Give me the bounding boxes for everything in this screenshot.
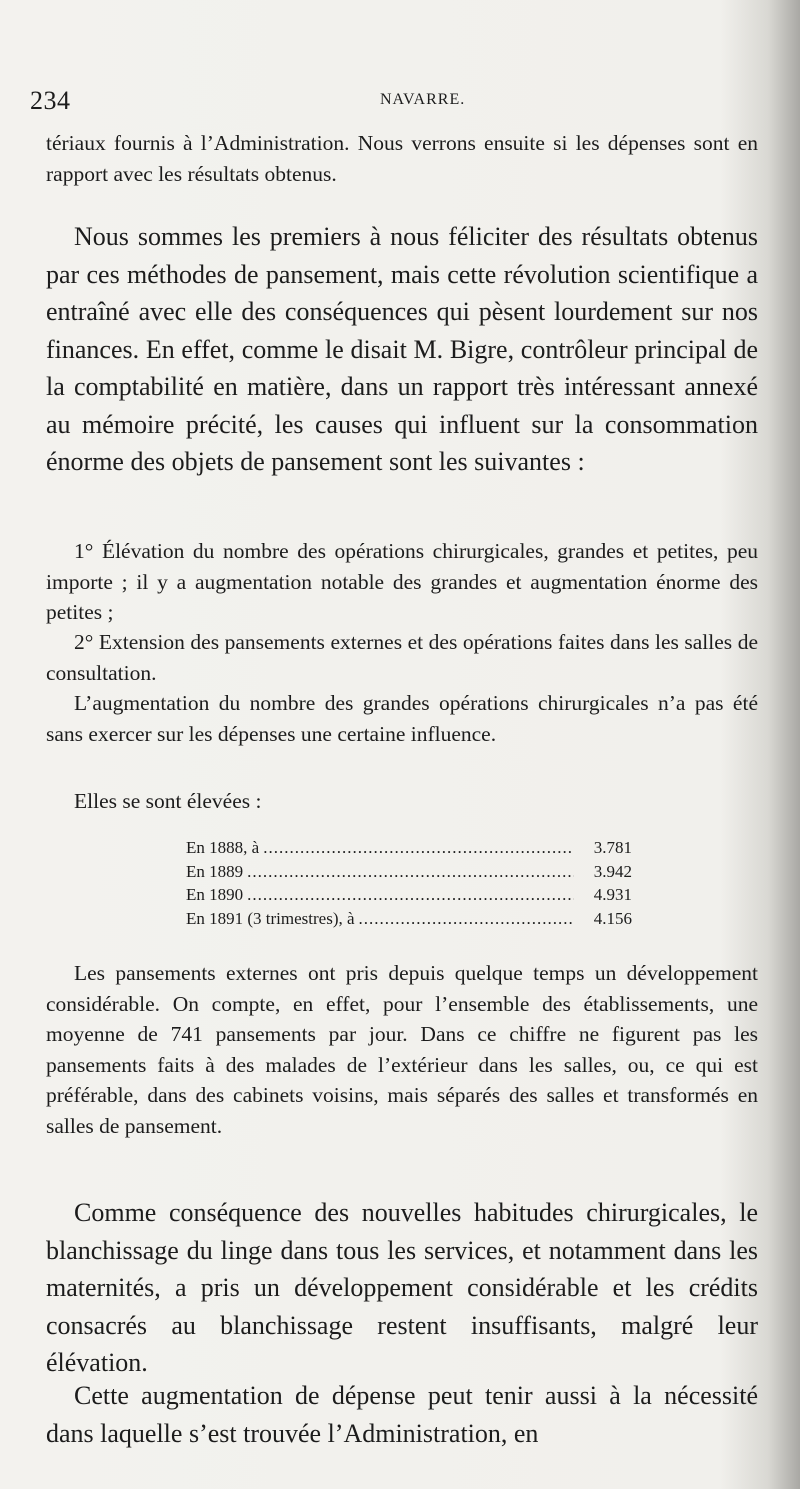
row-label: En 1891 (3 trimestres), à [186,908,355,928]
paragraph-table-intro: Elles se sont élevées : [74,789,262,813]
paragraph-intro-continuation: tériaux fournis à l’Administration. Nous verrons ensuite si les dépenses sont en rapport avec les résultats obtenus. [46,131,758,186]
dot-leader [263,838,574,858]
dot-leader [247,862,574,882]
paragraph-laundry: Comme conséquence des nouvelles habitudes chirurgicales, le blanchissage du linge dans tous les services, et notamment dans les maternités, a pris un développement considérable et les crédits consacrés au blanchissage restent insuffisants, malgré leur élévation. [46,1198,758,1377]
paragraph-consequences: Nous sommes les premiers à nous féliciter des résultats obtenus par ces méthodes de pansement, mais cette révolution scientifique a entraîné avec elle des conséquences qui pèsent lourdement sur nos finances. En effet, comme le disait M. Bigre, contrôleur principal de la comptabilité en matière, dans un rapport très intéressant annexé au mémoire précité, les causes qui influent sur la consommation énorme des objets de pansement sont les suivantes : [46,222,758,476]
operations-table [186,838,632,932]
row-label: En 1888, à [186,838,260,857]
row-value: 3.942 [593,861,632,881]
page-number: 234 [30,86,71,115]
page-header [30,86,770,116]
dot-leader [247,885,574,905]
row-value: 4.931 [593,885,632,904]
dot-leader [359,909,574,929]
list-item-cause-2: 2° Extension des pansements externes et des opérations faites dans les salles de consultation. [46,630,758,685]
row-label: En 1889 [186,861,244,881]
row-label: En 1890 [186,885,244,904]
paragraph-expense-increase: Cette augmentation de dépense peut tenir aussi à la nécessité dans laquelle s’est trouvée l’Administration, en [46,1381,758,1448]
row-value: 3.781 [593,838,632,857]
list-item-cause-1: 1° Élévation du nombre des opérations chirurgicales, grandes et petites, peu importe ; il y a augmentation notable des grandes et augmentation énorme des petites ; [46,539,758,624]
running-title: NAVARRE. [380,91,466,108]
table-row [186,838,632,862]
table-row [186,885,632,909]
table-row [186,862,632,886]
row-value: 4.156 [593,908,632,928]
paragraph-external-dressings: Les pansements externes ont pris depuis quelque temps un développement considérable. On compte, en effet, pour l’ensemble des établissements, une moyenne de 741 pansements par jour. Dans ce chiffre ne figurent pas les pansements faits à des malades de l’extérieur dans les salles, ou, ce qui est préférable, dans des cabinets voisins, mais séparés des salles et transformés en salles de pansement. [46,961,758,1138]
table-row [186,909,632,933]
paragraph-major-operations: L’augmentation du nombre des grandes opérations chirurgicales n’a pas été sans exercer sur les dépenses une certaine influence. [46,691,758,746]
